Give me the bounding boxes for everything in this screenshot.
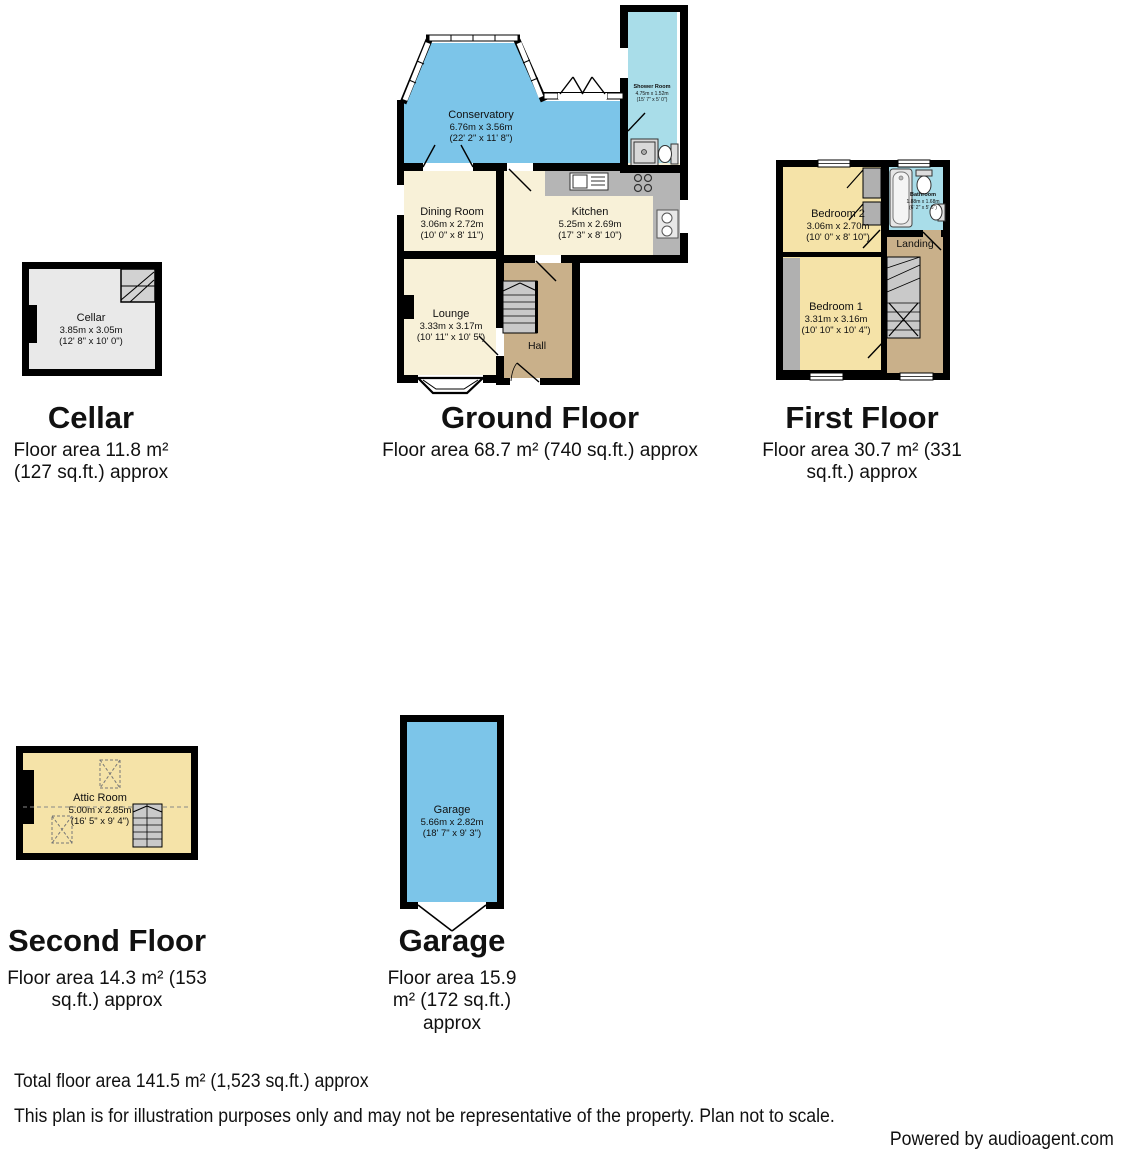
bedroom1-label: Bedroom 1 3.31m x 3.16m (10' 10" x 10' 4") <box>801 301 871 337</box>
bedroom-divider-wall <box>776 252 887 257</box>
lounge-chimney <box>402 295 414 319</box>
shower-left-wall <box>620 5 628 172</box>
attic-room-label: Attic Room 5.00m x 2.85m (16' 5" x 9' 4") <box>68 792 132 828</box>
shower-room-label: Shower Room 4.75m x 1.52m (15' 7" x 5' 0") <box>633 84 671 104</box>
cellar-area: Floor area 11.8 m² (127 sq.ft.) approx <box>13 440 169 484</box>
attic-stairs-icon <box>133 804 162 847</box>
bathroom-toilet-icon <box>916 170 932 194</box>
total-floor-area: Total floor area 141.5 m² (1,523 sq.ft.) approx <box>14 1071 369 1092</box>
cellar-stairs-icon <box>121 269 155 302</box>
disclaimer: This plan is for illustration purposes only and may not be representative of the property. Plan not to scale. <box>14 1106 835 1127</box>
kitchen-bottom-wall <box>496 255 688 263</box>
bay-window-icon <box>418 375 483 393</box>
cellar-imperial: (12' 8" x 10' 0") <box>59 336 123 348</box>
garage-title: Garage <box>398 923 506 958</box>
kitchen-appliance-icon <box>657 210 678 238</box>
ground-floor-area: Floor area 68.7 m² (740 sq.ft.) approx <box>382 440 698 461</box>
bedroom2-label: Bedroom 2 3.06m x 2.70m (10' 0" x 8' 10") <box>806 208 870 244</box>
lounge-label: Lounge 3.33m x 3.17m (10' 11" x 10' 5") <box>416 308 486 344</box>
conservatory-label: Conservatory 6.76m x 3.56m (22' 2" x 11' 8") <box>448 109 514 145</box>
second-floor-title: Second Floor <box>7 923 207 958</box>
ground-floor-title: Ground Floor <box>440 400 640 435</box>
hall-stairs-icon <box>503 281 538 333</box>
powered-by: Powered by audioagent.com <box>890 1129 1114 1150</box>
landing-stairs-icon <box>887 257 920 338</box>
cellar-metric: 3.85m x 3.05m <box>59 324 123 336</box>
shower-top-wall <box>620 5 688 12</box>
cellar-chimney <box>22 305 37 343</box>
first-floor-title: First Floor <box>785 400 939 435</box>
first-floor-area: Floor area 30.7 m² (331 sq.ft.) approx <box>762 440 962 484</box>
garage-room-label: Garage 5.66m x 2.82m (18' 7" x 9' 3") <box>420 804 484 840</box>
cellar-label <box>59 312 123 347</box>
cellar-title: Cellar <box>47 400 135 435</box>
kitchen-label: Kitchen 5.25m x 2.69m (17' 3" x 8' 10") <box>558 206 622 242</box>
dining-lounge-wall <box>397 251 504 259</box>
garage-area: Floor area 15.9 m² (172 sq.ft.) approx <box>387 968 517 1034</box>
dining-room-label: Dining Room 3.06m x 2.72m (10' 0" x 8' 11") <box>420 206 484 242</box>
kitchen-sink-icon <box>570 173 608 190</box>
hall-right-wall <box>572 255 580 385</box>
hall-label: Hall <box>527 340 547 352</box>
attic-chimney <box>16 770 34 824</box>
garage-door-opening <box>418 902 486 909</box>
dining-kitchen-wall <box>496 163 504 263</box>
bathroom-label: Bathroom 1.88m x 1.68m (6' 2" x 5' 6") <box>906 192 940 212</box>
second-floor-area: Floor area 14.3 m² (153 sq.ft.) approx <box>7 968 207 1012</box>
left-wall <box>397 100 404 383</box>
cellar-name: Cellar <box>76 312 106 324</box>
conservatory-floor <box>404 43 624 168</box>
shower-tray-icon <box>631 139 658 166</box>
landing-label: Landing <box>896 238 934 250</box>
bedrooms-landing-wall <box>881 167 887 373</box>
bedroom1-wardrobe <box>783 258 800 370</box>
toilet-icon <box>659 144 679 164</box>
shower-bottom-wall <box>620 165 688 173</box>
